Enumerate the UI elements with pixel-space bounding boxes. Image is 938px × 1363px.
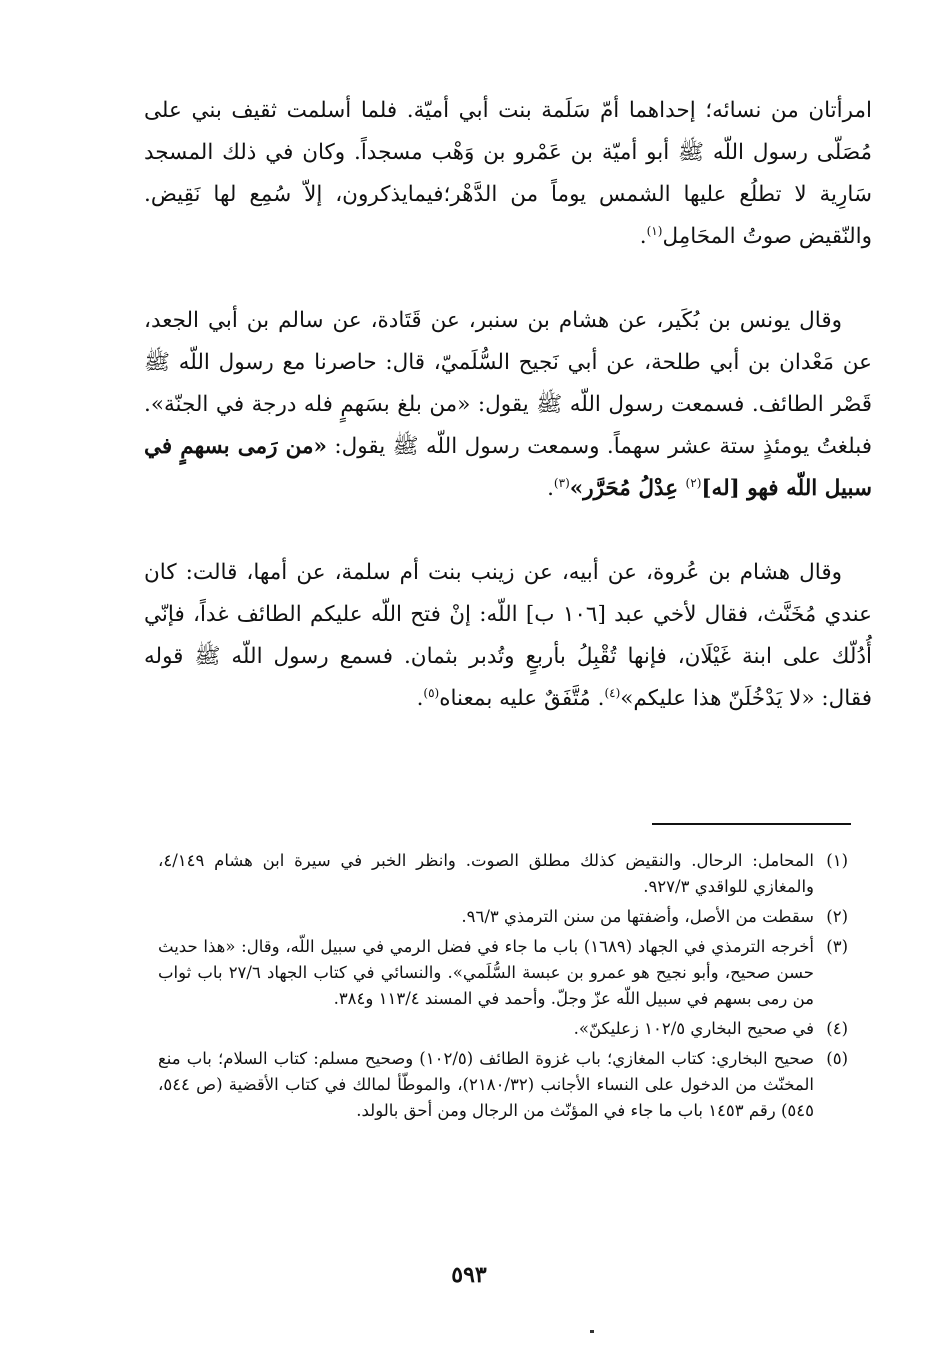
footnote-text: صحيح البخاري: كتاب المغازي؛ باب غزوة الطائف (١٠٢/٥) وصحيح مسلم: كتاب السلام؛ باب منع المخنّث من الدخول على النساء الأجانب (٢١٨٠/٣٢)، والموطّأ لمالك في كتاب الأقضية (ص ٥٤٤، ٥٤٥) رقم ١٤٥٣ باب ما جاء في المؤنّث من الرجال ومن أحق بالولد. xyxy=(158,1049,814,1120)
paragraph-3-end: . xyxy=(416,686,424,711)
footnote-3 xyxy=(158,934,848,1012)
paragraph-3-text: وقال هشام بن عُروة، عن أبيه، عن زينب بنت أم سلمة، عن أمها، قالت: كان عندي مُخَنَّث، فقال لأخي عبد [١٠٦ ب] اللّه: إنْ فتح اللّه عليكم الطائف غداً، فإنّي أُدُلّك على ابنة غَيْلَان، فإنها تُقْبِلُ بأربعٍ وتُدبر بثمان. فسمع رسول اللّه ﷺ قوله فقال: «لا يَدْخُلَنّ هذا عليكم» xyxy=(144,560,872,711)
paragraph-3-mid: . مُتَّفَقٌ عليه بمعناه xyxy=(439,686,605,711)
hadith-quote-end: عِدْلُ مُحَرَّر» xyxy=(569,476,686,501)
footnote-number: (٤) xyxy=(826,1019,848,1038)
footnote-5 xyxy=(158,1046,848,1124)
footnote-2 xyxy=(158,904,848,930)
footnote-number: (٢) xyxy=(826,907,848,926)
hadith-quote: «من رَمى بسهمٍ في سبيل اللّه فهو [له] xyxy=(144,434,872,501)
footnote-ref-4: (٤) xyxy=(604,685,621,700)
paragraph-2 xyxy=(144,300,872,510)
footnote-text: المحامل: الرحال. والنقيض كذلك مطلق الصوت. وانظر الخبر في سيرة ابن هشام ٤/١٤٩، والمغازي للواقدي ٩٢٧/٣. xyxy=(158,851,814,896)
footnote-ref-5: (٥) xyxy=(423,685,440,700)
footnote-text: في صحيح البخاري ١٠٢/٥ زعليكنّ». xyxy=(573,1019,814,1038)
footnote-separator xyxy=(652,823,851,825)
page-number: ٥٩٣ xyxy=(451,1262,487,1288)
footnote-1 xyxy=(158,848,848,900)
paragraph-1-end: . xyxy=(639,224,647,249)
paragraph-1 xyxy=(144,90,872,258)
footnote-ref-1: (١) xyxy=(646,223,663,238)
footnote-number: (١) xyxy=(826,851,848,870)
scan-mark xyxy=(590,1330,594,1333)
footnote-text: أخرجه الترمذي في الجهاد (١٦٨٩) باب ما جاء في فضل الرمي في سبيل اللّه، وقال: «هذا حديث حسن صحيح، وأبو نجيح هو عمرو بن عبسة السُّلَمي». والنسائي في كتاب الجهاد ٢٧/٦ باب ثواب من رمى بسهم في سبيل اللّه عزّ وجلّ. وأحمد في المسند ١١٣/٤ و٣٨٤. xyxy=(158,937,815,1008)
paragraph-2-end: . xyxy=(547,476,554,501)
footnote-number: (٣) xyxy=(826,937,848,956)
footnote-4 xyxy=(158,1016,848,1042)
footnote-text: سقطت من الأصل، وأضفتها من سنن الترمذي ٩٦/٣. xyxy=(461,907,814,926)
footnote-ref-3: (٣) xyxy=(553,475,570,490)
footnote-ref-2: (٢) xyxy=(685,475,702,490)
footnote-number: (٥) xyxy=(826,1049,848,1068)
footnotes xyxy=(158,848,848,1128)
main-text xyxy=(144,90,872,762)
paragraph-1-text: امرأتان من نسائه؛ إحداهما أمّ سَلَمة بنت أبي أميّة. فلما أسلمت ثقيف بني على مُصَلّى رسول اللّه ﷺ أبو أميّة بن عَمْرو بن وَهْب مسجداً. وكان في ذلك المسجد سَارِية لا تطلُع عليها الشمس يوماً من الدَّهْر؛فيمايذكرون، إلاّ سُمِع لها نَقِيض. والنّقيض صوتُ المحَامِل xyxy=(144,98,872,249)
paragraph-2-text: وقال يونس بن بُكَير، عن هشام بن سنبر، عن قَتَادة، عن سالم بن أبي الجعد، عن مَعْدان بن أبي طلحة، عن أبي نَجيح السُّلَميّ، قال: حاصرنا مع رسول اللّه ﷺ قَصْر الطائف. فسمعت رسول اللّه ﷺ يقول: «من بلغ بسَهمٍ فله درجة في الجنّة». فبلغتُ يومئذٍ ستة عشر سهماً. وسمعت رسول اللّه ﷺ يقول: xyxy=(144,308,872,459)
paragraph-3 xyxy=(144,552,872,720)
